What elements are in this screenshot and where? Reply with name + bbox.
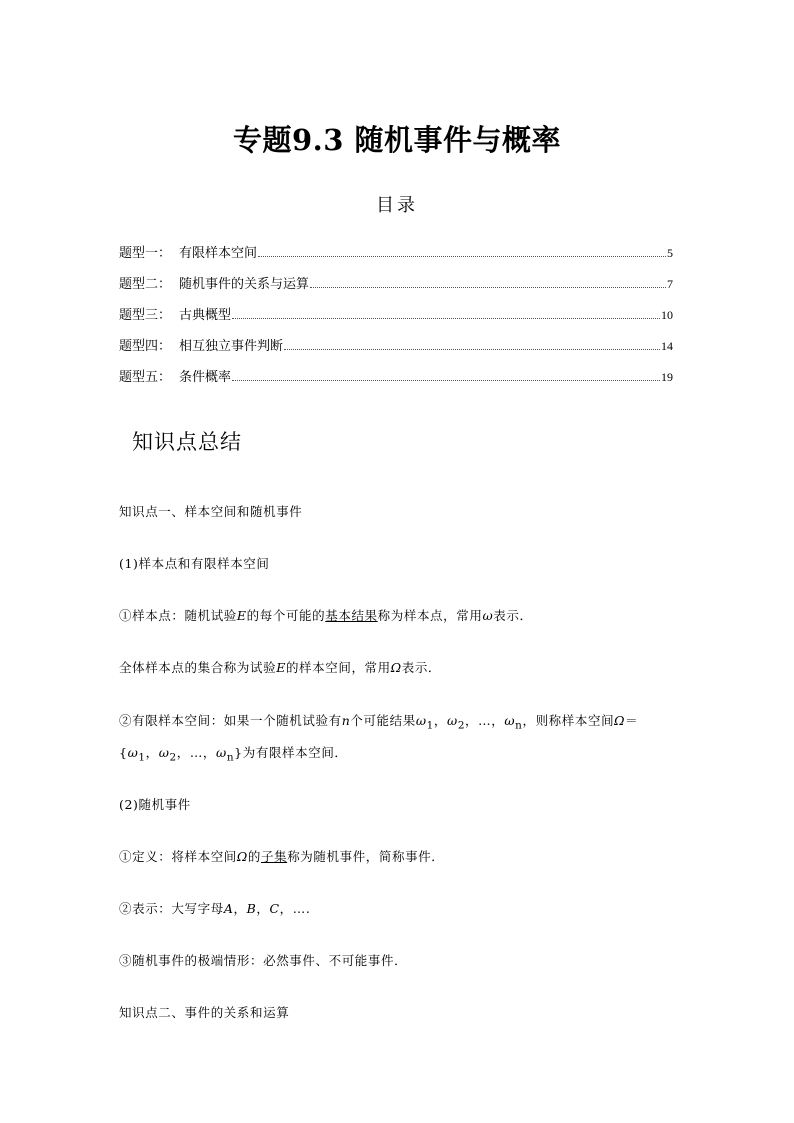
paragraph-sample-point: [119, 606, 533, 624]
toc-entry[interactable]: [119, 354, 673, 385]
text-run: ，则称样本空间: [522, 713, 615, 728]
document-title: 专题9.3 随机事件与概率: [232, 123, 562, 157]
math-variable: E: [276, 660, 286, 675]
paragraph-extreme-events: ③随机事件的极端情形：必然事件、不可能事件．: [119, 953, 408, 968]
paragraph-event-definition: [119, 847, 444, 865]
text-run: 的每个可能的: [246, 608, 326, 623]
math-variable: Ω: [390, 660, 402, 675]
toc-entry-page: 14: [661, 339, 673, 353]
text-run: ②表示：大写字母: [119, 901, 224, 916]
math-subscript: 1: [426, 719, 434, 732]
toc-leader-dots: [232, 317, 660, 319]
underlined-term: 子集: [260, 849, 288, 864]
section-heading: 知识点总结: [132, 430, 242, 454]
toc-entry-page: 19: [661, 370, 673, 384]
toc-entry-text: 古典概型: [179, 308, 232, 323]
math-variable: B: [246, 901, 257, 916]
knowledge-point-2-heading: 知识点二、事件的关系和运算: [119, 1005, 290, 1020]
toc-entry-text: 有限样本空间: [179, 246, 258, 261]
toc-leader-dots: [310, 286, 666, 288]
paragraph-sample-space: [119, 658, 441, 676]
text-run: ，: [433, 713, 448, 728]
toc-leader-dots: [232, 379, 660, 381]
text-run: ，: [256, 901, 270, 916]
text-run: 的: [247, 849, 261, 864]
text-run: 表示．: [493, 608, 533, 623]
text-run: ＝: [625, 713, 639, 728]
math-variable: ω: [447, 713, 458, 728]
toc-entry-label: 题型四：: [119, 339, 172, 354]
math-subscript: 1: [138, 751, 146, 764]
math-subscript: 2: [457, 719, 466, 732]
toc-entry-label: 题型三：: [119, 308, 172, 323]
toc-entry-text: 条件概率: [179, 370, 232, 385]
paragraph-finite-space-line-2: [119, 743, 348, 764]
toc-entry-page: 7: [667, 277, 673, 291]
text-run: ，….: [279, 901, 311, 916]
toc-entry-text: 相互独立事件判断: [179, 339, 284, 354]
text-run: ①样本点：随机试验: [119, 608, 237, 623]
text-run: }: [234, 745, 243, 760]
text-run: ①定义：将样本空间: [119, 849, 237, 864]
subsection-1-heading: (1)样本点和有限样本空间: [119, 556, 270, 571]
paragraph-event-notation: [119, 899, 310, 917]
text-run: 称为随机事件，简称事件．: [287, 849, 445, 864]
toc-entry-label: 题型五：: [119, 370, 172, 385]
math-variable: ω: [482, 608, 494, 623]
toc-entry-page: 5: [667, 246, 673, 260]
toc-leader-dots: [258, 255, 666, 257]
math-subscript: n: [226, 751, 235, 764]
math-subscript: n: [515, 719, 523, 732]
toc-entry[interactable]: [119, 261, 673, 292]
toc-entry-page: 10: [661, 308, 673, 322]
text-run: 全体样本点的集合称为试验: [119, 660, 277, 675]
text-run: 个可能结果: [350, 713, 416, 728]
math-variable: ω: [504, 713, 516, 728]
knowledge-point-1-heading: 知识点一、样本空间和随机事件: [119, 504, 303, 519]
text-run: 的样本空间，常用: [285, 660, 391, 675]
math-variable: E: [236, 608, 247, 623]
toc-entry-label: 题型二：: [119, 277, 172, 292]
text-run: ，…，: [176, 745, 217, 760]
text-run: ，…，: [465, 713, 505, 728]
toc-entry-text: 随机事件的关系与运算: [179, 277, 310, 292]
paragraph-finite-space-line-1: [119, 711, 638, 732]
text-run: 表示．: [401, 660, 442, 675]
toc-entry[interactable]: [119, 292, 673, 323]
math-subscript: 2: [169, 751, 177, 764]
math-variable: n: [341, 713, 351, 728]
text-run: ②有限样本空间：如果一个随机试验有: [119, 713, 342, 728]
toc-leader-dots: [284, 348, 660, 350]
text-run: 称为样本点，常用: [377, 608, 483, 623]
math-variable: C: [269, 901, 280, 916]
text-run: 为有限样本空间．: [242, 745, 348, 760]
math-variable: ω: [216, 745, 227, 760]
text-run: ，: [145, 745, 159, 760]
math-variable: Ω: [236, 849, 248, 864]
math-variable: Ω: [614, 713, 626, 728]
math-variable: ω: [127, 745, 139, 760]
toc-entry-label: 题型一：: [119, 246, 172, 261]
subsection-2-heading: (2)随机事件: [119, 797, 191, 812]
toc-title: 目录: [376, 195, 418, 216]
text-run: ，: [233, 901, 247, 916]
toc-entry[interactable]: [119, 323, 673, 354]
toc-entry[interactable]: [119, 230, 673, 261]
table-of-contents: [119, 230, 673, 385]
math-variable: A: [223, 901, 234, 916]
underlined-term: 基本结果: [325, 608, 378, 623]
math-variable: ω: [158, 745, 170, 760]
text-run: {: [119, 745, 128, 760]
math-variable: ω: [415, 713, 427, 728]
